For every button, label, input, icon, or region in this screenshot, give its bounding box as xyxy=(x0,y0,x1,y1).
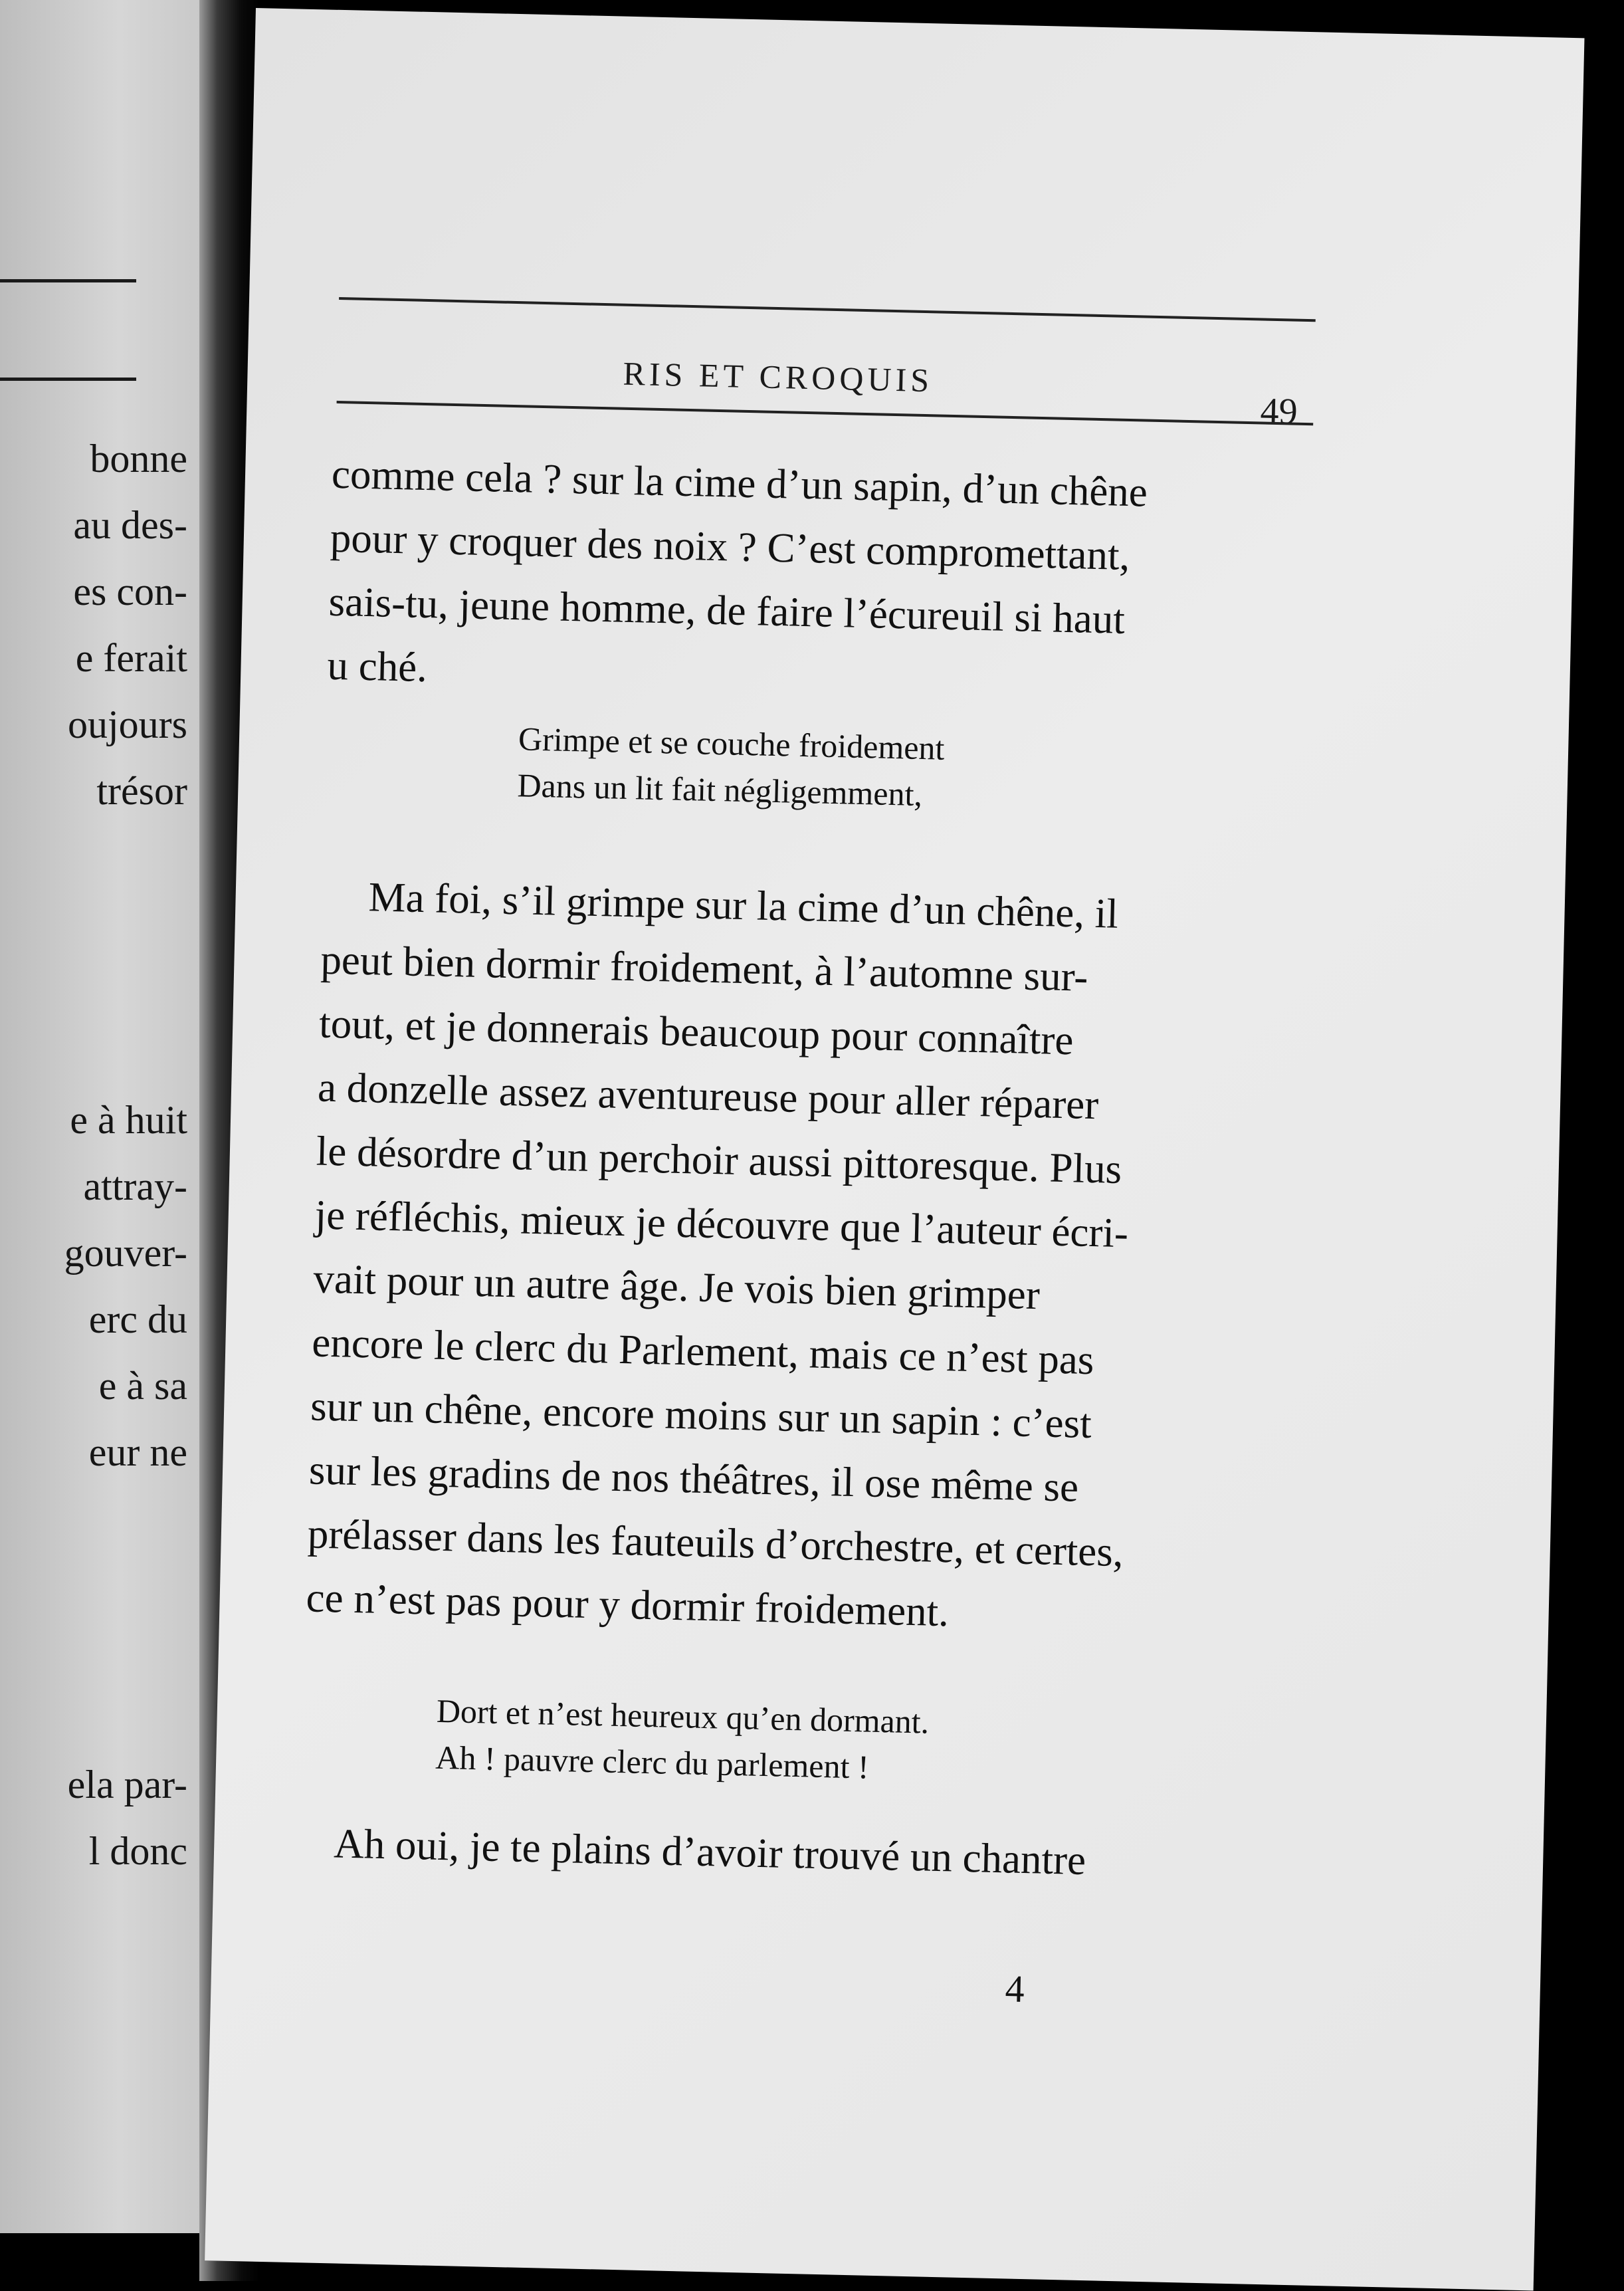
header-rule-top xyxy=(339,297,1316,322)
text-line: u ché. xyxy=(326,641,428,691)
paragraph-3 xyxy=(300,1810,1284,1897)
text-line: vait pour un autre âge. Je vois bien grimper xyxy=(312,1255,1041,1319)
verse-1 xyxy=(517,715,945,818)
facing-page-left xyxy=(0,0,199,2233)
book-page-49 xyxy=(205,8,1584,2291)
text-line: comme cela ? sur la cime d’un sapin, d’un chêne xyxy=(331,450,1148,516)
left-page-line: gouver- xyxy=(64,1231,187,1275)
left-page-line: e à sa xyxy=(98,1364,187,1408)
text-line: sur un chêne, encore moins sur un sapin : c’est xyxy=(310,1382,1092,1448)
text-line: pour y croquer des noix ? C’est compromettant, xyxy=(330,514,1131,580)
text-line: Ah oui, je te plains d’avoir trouvé un chantre xyxy=(333,1820,1086,1884)
text-line: a donzelle assez aventureuse pour aller réparer xyxy=(317,1063,1100,1129)
left-page-line: ela par- xyxy=(67,1763,187,1806)
text-line: Ma foi, s’il grimpe sur la cime d’un chêne, il xyxy=(367,873,1119,937)
text-line: le désordre d’un perchoir aussi pittoresque. Plus xyxy=(316,1127,1122,1193)
text-line: tout, et je donnerais beaucoup pour connaître xyxy=(318,1000,1074,1064)
left-page-line: oujours xyxy=(68,703,187,746)
left-page-line: e ferait xyxy=(75,636,187,680)
left-page-line: attray- xyxy=(83,1164,187,1208)
left-page-line: eur ne xyxy=(88,1430,187,1474)
left-page-line: au des- xyxy=(73,503,187,547)
left-page-line: trésor xyxy=(96,769,187,813)
text-line: je réfléchis, mieux je découvre que l’auteur écri- xyxy=(314,1191,1129,1257)
verse-line: Grimpe et se couche froidement xyxy=(518,720,946,767)
text-line: peut bien dormir froidement, à l’automne sur- xyxy=(320,936,1089,1000)
verse-2 xyxy=(435,1688,930,1792)
text-line: encore le clerc du Parlement, mais ce n’est pas xyxy=(311,1319,1095,1384)
left-header-rule-bottom xyxy=(0,378,136,381)
verse-line: Dans un lit fait négligemment, xyxy=(516,766,923,814)
running-head: RIS ET CROQUIS xyxy=(623,354,934,399)
left-page-line: bonne xyxy=(90,437,187,481)
left-header-rule-top xyxy=(0,279,136,282)
left-page-line: e à huit xyxy=(70,1098,187,1142)
left-page-line: es con- xyxy=(73,570,187,613)
paragraph-2 xyxy=(306,864,1306,1652)
verse-line: Ah ! pauvre clerc du parlement ! xyxy=(435,1738,870,1786)
text-line: sais-tu, jeune homme, de faire l’écureuil si haut xyxy=(328,578,1126,643)
signature-mark: 4 xyxy=(1004,1967,1025,2011)
left-page-line: erc du xyxy=(88,1297,187,1341)
text-line: sur les gradins de nos théâtres, il ose même se xyxy=(308,1446,1079,1511)
header-rule-bottom xyxy=(337,401,1314,425)
page-number: 49 xyxy=(1259,390,1298,433)
paragraph-1 xyxy=(327,442,1316,719)
text-line: ce n’est pas pour y dormir froidement. xyxy=(305,1574,950,1636)
verse-line: Dort et n’est heureux qu’en dormant. xyxy=(436,1691,930,1741)
text-line: prélasser dans les fauteuils d’orchestre, et certes, xyxy=(307,1510,1124,1576)
left-page-line: l donc xyxy=(88,1829,187,1873)
